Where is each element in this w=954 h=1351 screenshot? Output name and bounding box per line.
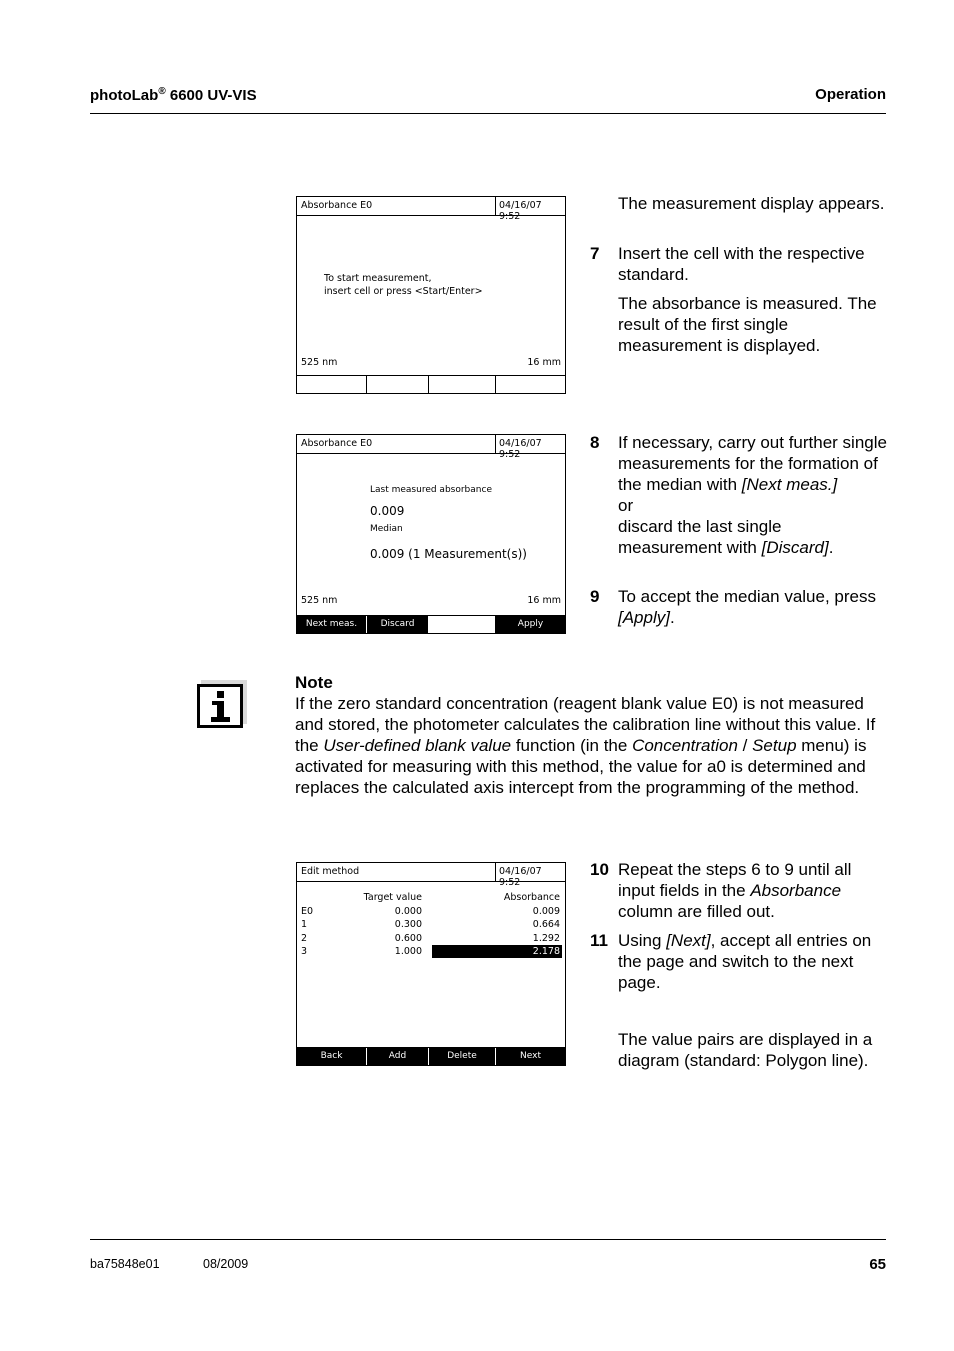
header-section: Operation [815,86,886,103]
page-number: 65 [869,1256,886,1273]
step-11-text [618,930,888,993]
softkey-bar [297,375,565,393]
note-body [295,693,887,798]
paragraph-value-pairs: The value pairs are displayed in a diagram (standard: Polygon line). [618,1030,873,1070]
step-10-text [618,859,888,922]
info-icon-foot [211,717,230,722]
median-label: Median [370,524,403,534]
column-header-target: Target value [363,892,422,903]
registered-mark: ® [158,86,166,97]
step-number-9: 9 [590,587,600,606]
user-defined-blank-reference: User-defined blank value [323,736,512,755]
table-row[interactable] [300,906,562,919]
step-8-or: or [618,496,634,515]
step-number-10: 10 [590,860,609,879]
step-8-part-b: discard the last single measurement with [618,517,782,557]
step-8-text [618,432,888,558]
screen-datetime: 04/16/07 9:52 [495,197,565,215]
absorbance-cell[interactable]: 1.292 [532,933,560,944]
row-label: 3 [301,946,308,957]
step-7-text: Insert the cell with the respective standard. [618,244,865,284]
cell-size: 16 mm [527,357,561,368]
step-8-part-a: If necessary, carry out further single measurements for the formation of the median with [618,433,887,494]
screen-title: Edit method [301,866,360,877]
step-number-7: 7 [590,244,600,263]
step-10-part-a: Repeat the steps 6 to 9 until all input fields in the [618,860,852,900]
screen-titlebar [297,435,565,460]
apply-softkey[interactable]: Apply [496,616,565,633]
step-11-part-b: , accept all entries on the page and switch to the next page. [618,931,872,992]
header-product [90,86,257,104]
setup-reference: Setup [752,736,797,755]
step-9-part-a: To accept the median value, press [618,587,876,606]
header-rule [90,113,886,114]
screen-datetime: 04/16/07 9:52 [495,863,565,881]
next-softkey[interactable]: Next [496,1048,565,1065]
table-row[interactable] [300,946,562,959]
device-screen-edit-method [296,862,566,1066]
next-meas-reference: [Next meas.] [741,475,838,494]
softkey-1[interactable] [297,376,367,393]
back-softkey[interactable]: Back [297,1048,367,1065]
step-10-part-b: column are filled out. [618,902,775,921]
last-absorbance-value: 0.009 [370,504,405,518]
info-icon [197,684,243,728]
column-header-absorbance: Absorbance [503,892,560,903]
absorbance-reference: Absorbance [750,881,842,900]
screen-message [324,272,483,298]
concentration-reference: Concentration [632,736,738,755]
cell-size: 16 mm [527,595,561,606]
info-icon-dot [217,691,224,698]
row-label: 2 [301,933,308,944]
softkey-bar [297,615,565,633]
add-softkey[interactable]: Add [367,1048,429,1065]
footer-rule [90,1239,886,1240]
median-value: 0.009 (1 Measurement(s)) [370,547,527,561]
absorbance-cell[interactable]: 0.009 [532,906,560,917]
step-number-11: 11 [590,931,608,950]
step-8-period: . [828,538,834,557]
discard-reference: [Discard] [761,538,829,557]
empty-softkey[interactable] [429,616,496,633]
wavelength: 525 nm [301,595,338,606]
table-row[interactable] [300,919,562,932]
device-screen-measurement [296,434,566,634]
absorbance-cell[interactable]: 0.664 [532,919,560,930]
step-9-period: . [669,608,675,627]
target-value-cell[interactable]: 0.000 [394,906,422,917]
note-title: Note [295,673,333,692]
device-screen-start [296,196,566,394]
note-part-2: function (in the [511,736,633,755]
target-value-cell[interactable]: 0.300 [394,919,422,930]
target-value-cell[interactable]: 1.000 [394,946,422,957]
screen-title: Absorbance E0 [301,438,373,449]
apply-reference: [Apply] [618,608,670,627]
last-absorbance-label: Last measured absorbance [370,485,492,495]
step-9-text [618,586,888,628]
screen-title: Absorbance E0 [301,200,373,211]
screen-titlebar [297,197,565,222]
note-part-3: menu) is activated for measuring with this method, the value for a0 is determined and replaces the calculated axis intercept from the programming of the method. [295,736,867,797]
footer-doc-number: ba75848e01 [90,1257,160,1271]
absorbance-cell-selected[interactable]: 2.178 [532,946,560,957]
next-meas-softkey[interactable]: Next meas. [297,616,367,633]
note-slash: / [737,736,753,755]
screen-datetime: 04/16/07 9:52 [495,435,565,453]
step-11-part-a: Using [618,931,667,950]
discard-softkey[interactable]: Discard [367,616,429,633]
message-line-2: insert cell or press <Start/Enter> [324,286,483,297]
table-header [300,892,562,905]
footer-date: 08/2009 [203,1257,249,1271]
softkey-2[interactable] [367,376,429,393]
row-label: E0 [301,906,314,917]
product-model: 6600 UV-VIS [165,87,257,104]
softkey-bar [297,1047,565,1065]
paragraph-display-appears: The measurement display appears. [618,194,885,213]
target-value-cell[interactable]: 0.600 [394,933,422,944]
delete-softkey[interactable]: Delete [429,1048,496,1065]
step-number-8: 8 [590,433,600,452]
note-part-1: If the zero standard concentration (reagent blank value E0) is not measured and stored, the photometer calculates the calibration line without this value. If the [295,694,876,755]
message-line-1: To start measurement, [324,273,432,284]
row-label: 1 [301,919,308,930]
screen-titlebar [297,863,565,888]
product-name: photoLab [90,87,159,104]
next-reference: [Next] [666,931,711,950]
wavelength: 525 nm [301,357,338,368]
paragraph-absorbance-measured: The absorbance is measured. The result of the first single measurement is displayed. [618,294,877,355]
softkey-3[interactable] [429,376,496,393]
softkey-4[interactable] [496,376,565,393]
